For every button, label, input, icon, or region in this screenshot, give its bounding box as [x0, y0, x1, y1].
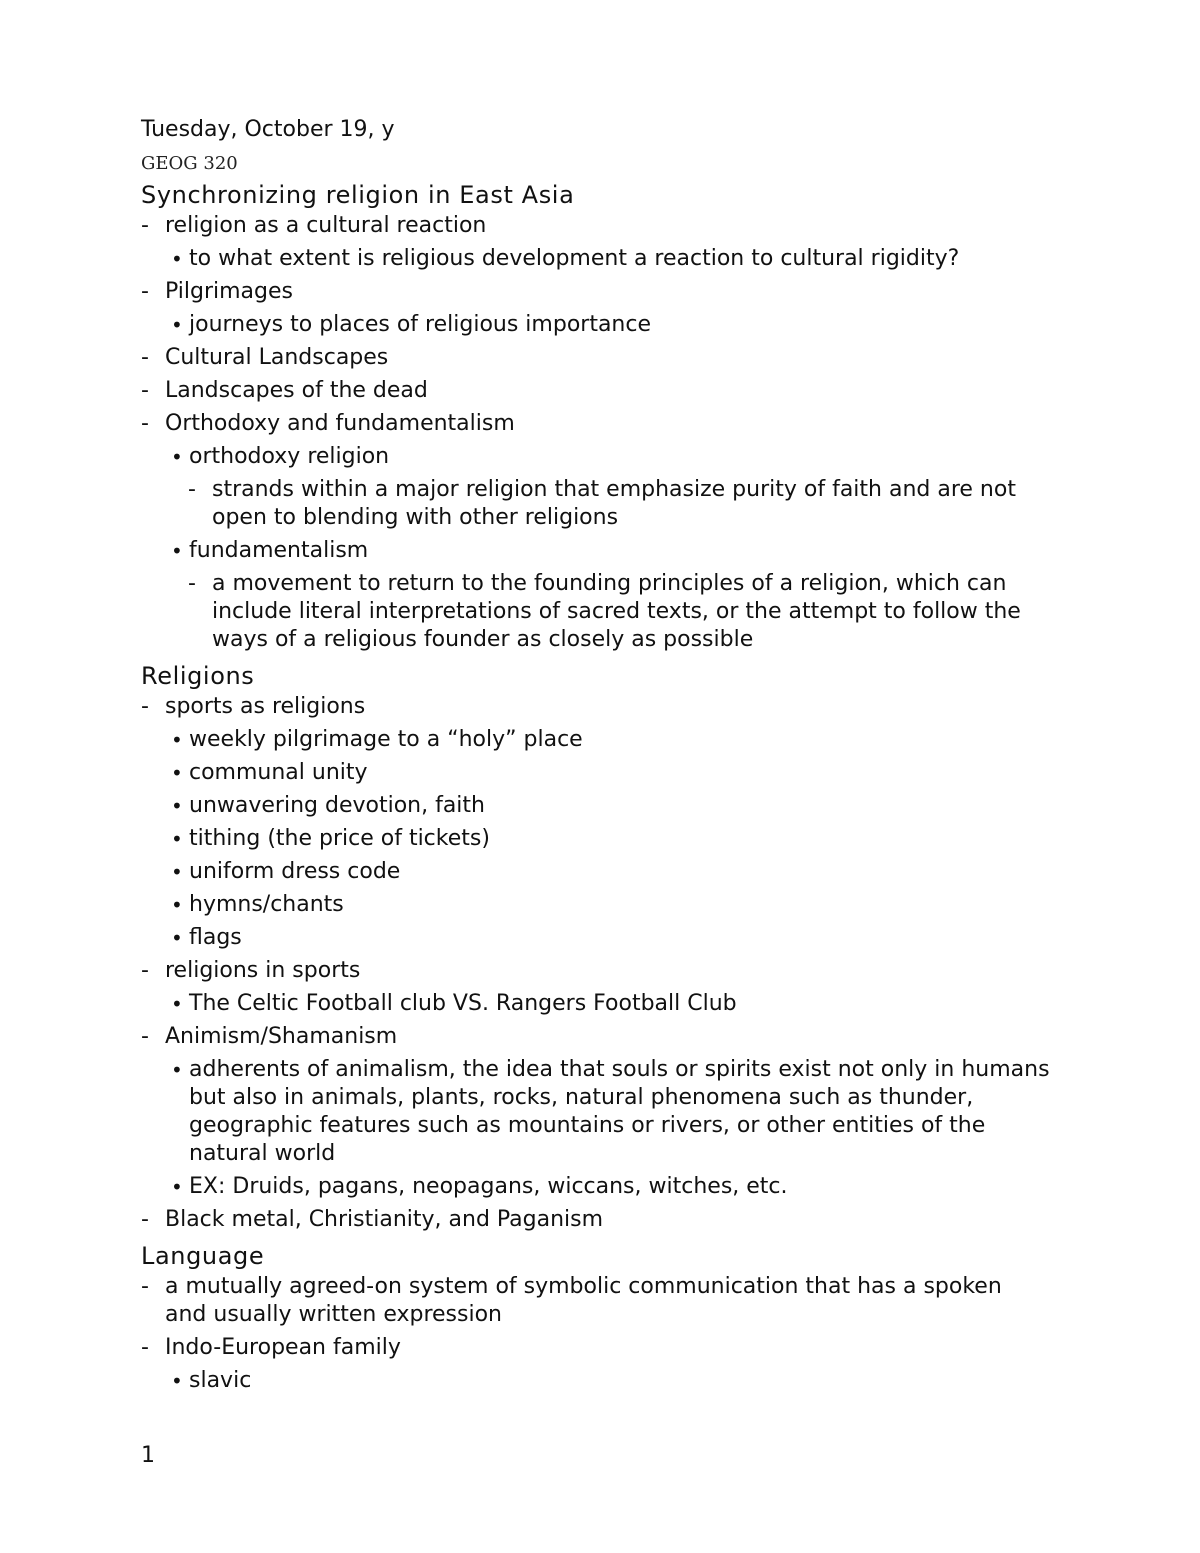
outline-item-text: weekly pilgrimage to a “holy” place [189, 727, 583, 752]
outline-item-level-2 [141, 825, 1050, 853]
outline-item-level-2 [141, 759, 1050, 787]
bullet-marker: • [171, 539, 183, 563]
dash-marker: - [141, 1024, 149, 1049]
outline-item-level-3 [141, 570, 1050, 654]
outline-item-level-1 [141, 693, 1050, 721]
page-number: 1 [141, 1443, 155, 1468]
outline-item-text: communal unity [189, 760, 368, 785]
outline-item-level-2 [141, 245, 1050, 273]
notes-body [141, 178, 1050, 1395]
outline-item-level-1 [141, 212, 1050, 240]
outline-item-text: uniform dress code [189, 859, 401, 884]
note-date: Tuesday, October 19, y [141, 117, 395, 142]
dash-marker: - [141, 411, 149, 436]
bullet-marker: • [171, 247, 183, 271]
outline-item-text: Orthodoxy and fundamentalism [165, 411, 515, 436]
bullet-marker: • [171, 1058, 183, 1082]
bullet-marker: • [171, 445, 183, 469]
outline-item-level-3 [141, 476, 1050, 532]
outline-item-level-1 [141, 957, 1050, 985]
bullet-marker: • [171, 794, 183, 818]
outline-item-level-1 [141, 1206, 1050, 1234]
outline-item-text: a movement to return to the founding principles of a religion, which can include literal interpretations of sacred texts, or the attempt to follow the ways of a religious founder as closely as possible [212, 571, 1021, 652]
outline-item-level-1 [141, 344, 1050, 372]
notes-section [141, 178, 1050, 654]
outline-item-text: Pilgrimages [165, 279, 294, 304]
outline-item-level-2 [141, 311, 1050, 339]
outline-item-level-2 [141, 891, 1050, 919]
outline-item-text: Black metal, Christianity, and Paganism [165, 1207, 604, 1232]
dash-marker: - [141, 1207, 149, 1232]
dash-marker: - [141, 279, 149, 304]
bullet-marker: • [171, 860, 183, 884]
outline-item-level-1 [141, 1023, 1050, 1051]
outline-item-text: religion as a cultural reaction [165, 213, 487, 238]
notes-section [141, 659, 1050, 1234]
dash-marker: - [141, 694, 149, 719]
section-heading: Language [141, 1242, 265, 1270]
dash-marker: - [188, 571, 196, 596]
outline-item-level-1 [141, 1334, 1050, 1362]
bullet-marker: • [171, 728, 183, 752]
outline-item-level-2 [141, 792, 1050, 820]
bullet-marker: • [171, 893, 183, 917]
outline-item-text: The Celtic Football club VS. Rangers Football Club [189, 991, 737, 1016]
bullet-marker: • [171, 827, 183, 851]
outline-item-text: Animism/Shamanism [165, 1024, 398, 1049]
outline-item-text: fundamentalism [189, 538, 369, 563]
outline-item-level-2 [141, 1173, 1050, 1201]
dash-marker: - [141, 1335, 149, 1360]
outline-item-level-2 [141, 443, 1050, 471]
outline-item-text: Cultural Landscapes [165, 345, 389, 370]
outline-item-text: strands within a major religion that emphasize purity of faith and are not open to blending with other religions [212, 477, 1016, 530]
outline-item-level-2 [141, 726, 1050, 754]
bullet-marker: • [171, 1369, 183, 1393]
bullet-marker: • [171, 1175, 183, 1199]
outline-item-level-1 [141, 410, 1050, 438]
outline-item-text: orthodoxy religion [189, 444, 390, 469]
dash-marker: - [141, 345, 149, 370]
bullet-marker: • [171, 992, 183, 1016]
outline-item-level-1 [141, 278, 1050, 306]
outline-item-text: sports as religions [165, 694, 366, 719]
dash-marker: - [141, 958, 149, 983]
bullet-marker: • [171, 761, 183, 785]
dash-marker: - [188, 477, 196, 502]
outline-item-text: slavic [189, 1368, 252, 1393]
outline-item-level-2 [141, 1367, 1050, 1395]
course-code: GEOG 320 [141, 153, 238, 174]
notes-section [141, 1239, 1050, 1395]
outline-item-level-2 [141, 924, 1050, 952]
outline-item-level-2 [141, 858, 1050, 886]
bullet-marker: • [171, 313, 183, 337]
dash-marker: - [141, 1274, 149, 1299]
outline-item-text: to what extent is religious development a reaction to cultural rigidity? [189, 246, 960, 271]
outline-item-text: journeys to places of religious importance [189, 312, 651, 337]
outline-item-text: a mutually agreed-on system of symbolic communication that has a spoken and usually written expression [165, 1274, 1002, 1327]
dash-marker: - [141, 378, 149, 403]
section-heading: Synchronizing religion in East Asia [141, 181, 575, 209]
section-heading: Religions [141, 662, 255, 690]
outline-item-text: EX: Druids, pagans, neopagans, wiccans, witches, etc. [189, 1174, 788, 1199]
outline-item-text: Landscapes of the dead [165, 378, 428, 403]
outline-item-level-1 [141, 1273, 1050, 1329]
dash-marker: - [141, 213, 149, 238]
outline-item-text: tithing (the price of tickets) [189, 826, 490, 851]
outline-item-text: unwavering devotion, faith [189, 793, 485, 818]
outline-item-text: Indo-European family [165, 1335, 401, 1360]
outline-item-level-2 [141, 537, 1050, 565]
outline-item-text: religions in sports [165, 958, 361, 983]
outline-item-level-2 [141, 990, 1050, 1018]
outline-item-text: adherents of animalism, the idea that souls or spirits exist not only in humans but also in animals, plants, rocks, natural phenomena such as thunder, geographic features such as mountains or rivers, or other entities of the natural world [189, 1057, 1050, 1166]
bullet-marker: • [171, 926, 183, 950]
outline-item-text: flags [189, 925, 242, 950]
outline-item-text: hymns/chants [189, 892, 344, 917]
outline-item-level-1 [141, 377, 1050, 405]
outline-item-level-2 [141, 1056, 1050, 1168]
